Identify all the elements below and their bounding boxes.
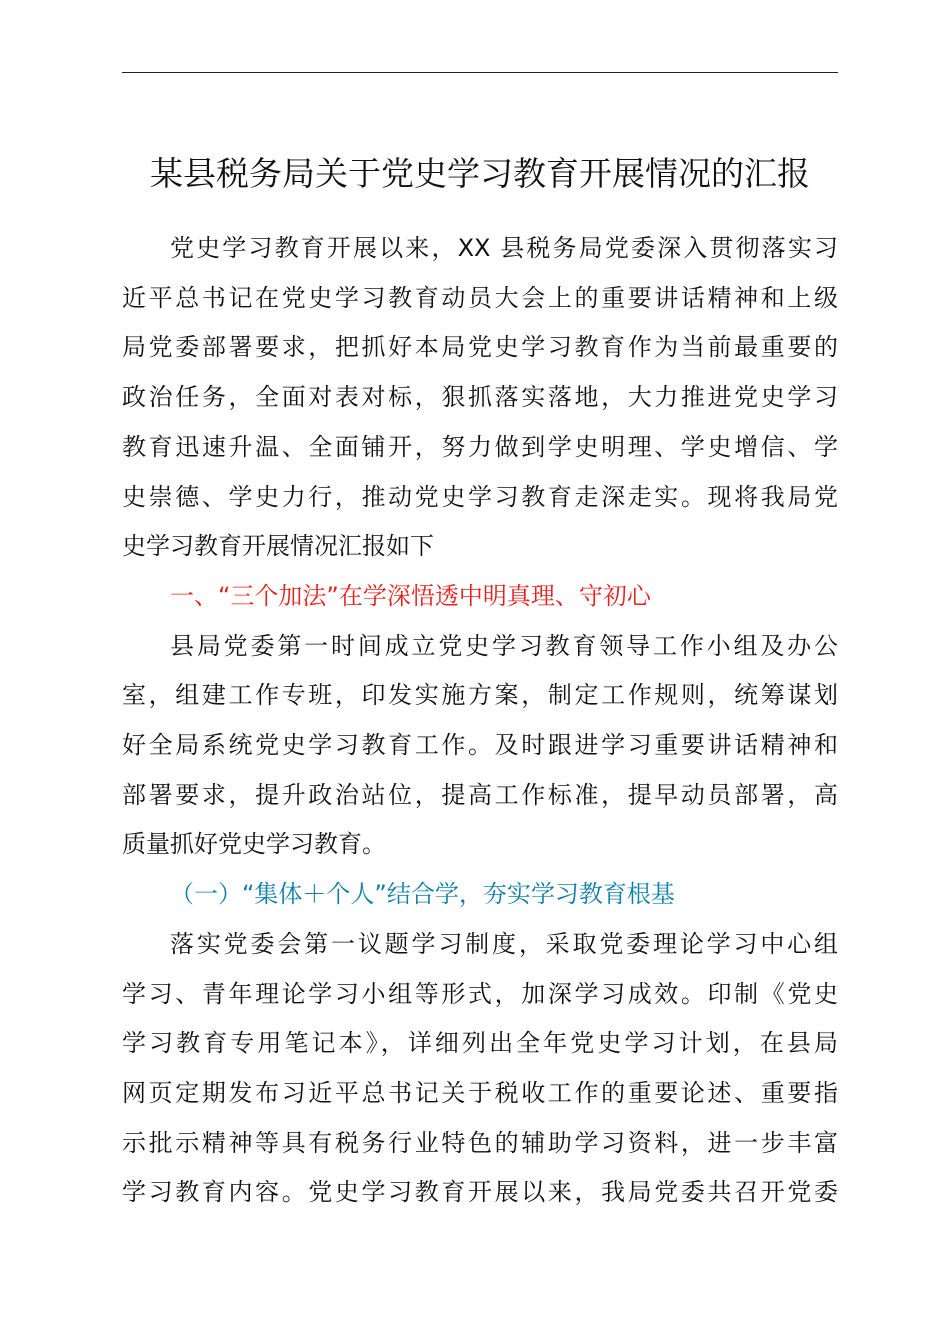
section1-line: 县局党委第一时间成立党史学习教育领导工作小组及办公	[170, 631, 838, 660]
subsection1-line: 落实党委会第一议题学习制度，采取党委理论学习中心组	[170, 929, 838, 958]
intro-line: 近平总书记在党史学习教育动员大会上的重要讲话精神和上级	[122, 283, 838, 312]
intro-paragraph	[122, 224, 838, 572]
subsection1-line: 学习教育内容。党史学习教育开展以来，我局党委共召开党委	[122, 1178, 838, 1207]
subsection1-line: 网页定期发布习近平总书记关于税收工作的重要论述、重要指	[122, 1078, 838, 1107]
intro-line: 史学习教育开展情况汇报如下	[122, 532, 434, 561]
section-heading-1: 一、“三个加法”在学深悟透中明真理、守初心	[170, 581, 651, 610]
document-body	[122, 224, 838, 1218]
section1-line: 好全局系统党史学习教育工作。及时跟进学习重要讲话精神和	[122, 731, 838, 760]
subsection1-paragraph	[122, 920, 838, 1218]
section1-paragraph	[122, 622, 838, 871]
intro-line: 史崇德、学史力行，推动党史学习教育走深走实。现将我局党	[122, 482, 838, 511]
section1-line: 室，组建工作专班，印发实施方案，制定工作规则，统筹谋划	[122, 681, 838, 710]
subsection1-line: 学习教育专用笔记本》，详细列出全年党史学习计划，在县局	[122, 1029, 838, 1058]
subsection-heading-1: （一）“集体＋个人”结合学，夯实学习教育根基	[170, 880, 675, 909]
intro-line: 政治任务，全面对表对标，狠抓落实落地，大力推进党史学习	[122, 383, 838, 412]
subsection1-line: 学习、青年理论学习小组等形式，加深学习成效。印制《党史	[122, 979, 838, 1008]
intro-line: 局党委部署要求，把抓好本局党史学习教育作为当前最重要的	[122, 333, 838, 362]
section1-line: 部署要求，提升政治站位，提高工作标准，提早动员部署，高	[122, 780, 838, 809]
document-title: 某县税务局关于党史学习教育开展情况的汇报	[150, 154, 810, 193]
section1-line: 质量抓好党史学习教育。	[122, 830, 386, 859]
subsection1-line: 示批示精神等具有税务行业特色的辅助学习资料，进一步丰富	[122, 1128, 838, 1157]
header-rule	[122, 72, 838, 73]
intro-line: 党史学习教育开展以来，XX 县税务局党委深入贯彻落实习	[170, 234, 838, 262]
intro-line: 教育迅速升温、全面铺开，努力做到学史明理、学史增信、学	[122, 432, 838, 461]
